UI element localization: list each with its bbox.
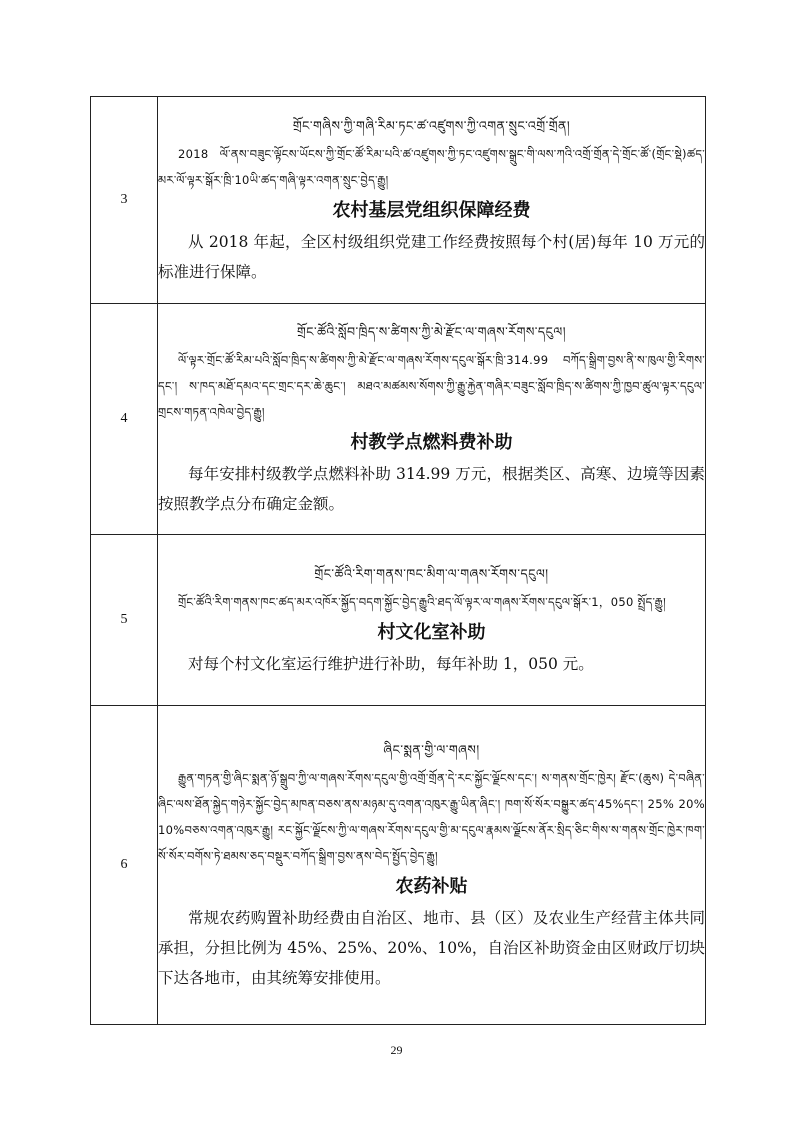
chinese-title: 村教学点燃料费补助 xyxy=(350,432,513,453)
tibetan-body: རྒྱུན་གཏན་གྱི་ཞིང་སྨན་ཉོ་སྒྲུབ་ཀྱི་ལ་གཞས་རོགས་དངུལ་གྱི་འགྲོ་གྲོན་དེ་རང་སྐྱོང་ལྗོངས་དང་། ས་གནས་གྲོང་ཁྱེར། རྫོང་(ཆུས) དེ་བཞིན་ཞིང་ལས་ཐོན་སྐྱེད་གཉེར་སྐྱོང་བྱེད་མཁན་བཅས་ནས་མཉམ་དུ་འགན་འཁུར་རྒྱུ་ཡིན་ཞིང་། ཁག་སོ་སོར་བསྒྱུར་ཚད་45%དང་། 25% 20% 10%བཅས་འགན་འཁུར་རྒྱུ། རང་སྐྱོང་ལྗོངས་ཀྱི་ལ་གཞས་རོགས་དངུལ་གྱི་མ་དངུལ་རྣམས་ལྗོངས་ནོར་སྲིད་ཅིང་གིས་ས་གནས་གྲོང་ཁྱེར་ཁག་སོ་སོར་བགོས་ཏེ་ཐམས་ཅད་བསྡུར་བཀོད་སྒྲིག་བྱས་ནས་བེད་སྤྱོད་བྱེད་རྒྱུ། xyxy=(158,771,705,863)
chinese-body: 从 2018 年起，全区村级组织党建工作经费按照每个村(居)每年 10 万元的标准进行保障。 xyxy=(158,233,705,281)
page-number: 29 xyxy=(390,1043,403,1057)
chinese-title: 村文化室补助 xyxy=(377,622,486,643)
chinese-title: 农药补贴 xyxy=(395,876,468,897)
tibetan-title: གྲོང་གཞིས་ཀྱི་གཞི་རིམ་ཏང་ཚ་འཛུགས་ཀྱི་འགན་སྲུང་འགྲོ་གྲོན། xyxy=(292,118,571,133)
tibetan-body: གྲོང་ཚོའི་རིག་གནས་ཁང་ཚད་མར་འཁོར་སྐྱོད་བདག་སྐྱོང་བྱེད་རྒྱུའི་ཐད་ལོ་ལྟར་ལ་གཞས་རོགས་དངུལ་སྒོར་1，050 སྤྲོད་རྒྱུ། xyxy=(178,595,666,609)
tibetan-title: གྲོང་ཚོའི་སློབ་ཁྲིད་ས་ཚིགས་ཀྱི་མེ་རྫོང་ལ་གཞས་རོགས་དངུལ། xyxy=(296,324,566,339)
row-number: 4 xyxy=(91,304,158,535)
table-row xyxy=(91,535,706,706)
row-content xyxy=(158,97,706,304)
tibetan-title: ཞིང་སྨན་གྱི་ལ་གཞས། xyxy=(383,742,480,757)
chinese-title: 农村基层党组织保障经费 xyxy=(332,200,531,221)
tibetan-title: གྲོང་ཚོའི་རིག་གནས་ཁང་མིག་ལ་གཞས་རོགས་དངུལ། xyxy=(314,566,549,581)
chinese-body: 常规农药购置补助经费由自治区、地市、县（区）及农业生产经营主体共同承担，分担比例为 45%、25%、20%、10%，自治区补助资金由区财政厅切块下达各地市，由其统筹安排使用。 xyxy=(158,909,705,987)
policy-table xyxy=(90,96,706,1025)
row-number: 6 xyxy=(91,706,158,1025)
table-row xyxy=(91,304,706,535)
row-content xyxy=(158,535,706,706)
tibetan-body: ལོ་ལྟར་གྲོང་ཚོ་རིམ་པའི་སློབ་ཁྲིད་ས་ཚིགས་ཀྱི་མེ་རྫོང་ལ་གཞས་རོགས་དངུལ་སྒོར་ཁྲི་314.99 བཀོད་སྒྲིག་བྱས་ནི་ས་ཁུལ་གྱི་རིགས་དང་། ས་ཁད་མཐོ་དམའ་དང་གྲང་དར་ཆེ་ཆུང་། མཐའ་མཚམས་སོགས་ཀྱི་རྒྱུ་རྐྱེན་གཞིར་བཟུང་སློབ་ཁྲིད་ས་ཚིགས་ཀྱི་ཁྱབ་ཚུལ་ལྟར་དངུལ་གྲངས་གཏན་འཁེལ་བྱེད་རྒྱུ། xyxy=(158,353,705,419)
chinese-body: 对每个村文化室运行维护进行补助，每年补助 1，050 元。 xyxy=(188,655,594,673)
chinese-body: 每年安排村级教学点燃料补助 314.99 万元，根据类区、高寒、边境等因素按照教学点分布确定金额。 xyxy=(158,465,705,513)
tibetan-body: 2018 ལོ་ནས་བཟུང་ལྟོངས་ཡོངས་ཀྱི་གྲོང་ཚོ་རིམ་པའི་ཚ་འཛུགས་ཀྱི་ཏང་འཛུགས་སྒྲུང་གི་ལས་ཀའི་འགྲོ་གྲོན་དེ་གྲོང་ཚོ་(གྲོང་སྡེ)ཚད་མར་ལོ་ལྟར་སྒོར་ཁྲི་10ཡི་ཚད་གཞི་ལྟར་འགན་སྲུང་བྱེད་རྒྱུ། xyxy=(158,147,705,187)
table-row xyxy=(91,97,706,304)
table-row xyxy=(91,706,706,1025)
row-content xyxy=(158,304,706,535)
row-number: 5 xyxy=(91,535,158,706)
row-content xyxy=(158,706,706,1025)
row-number: 3 xyxy=(91,97,158,304)
